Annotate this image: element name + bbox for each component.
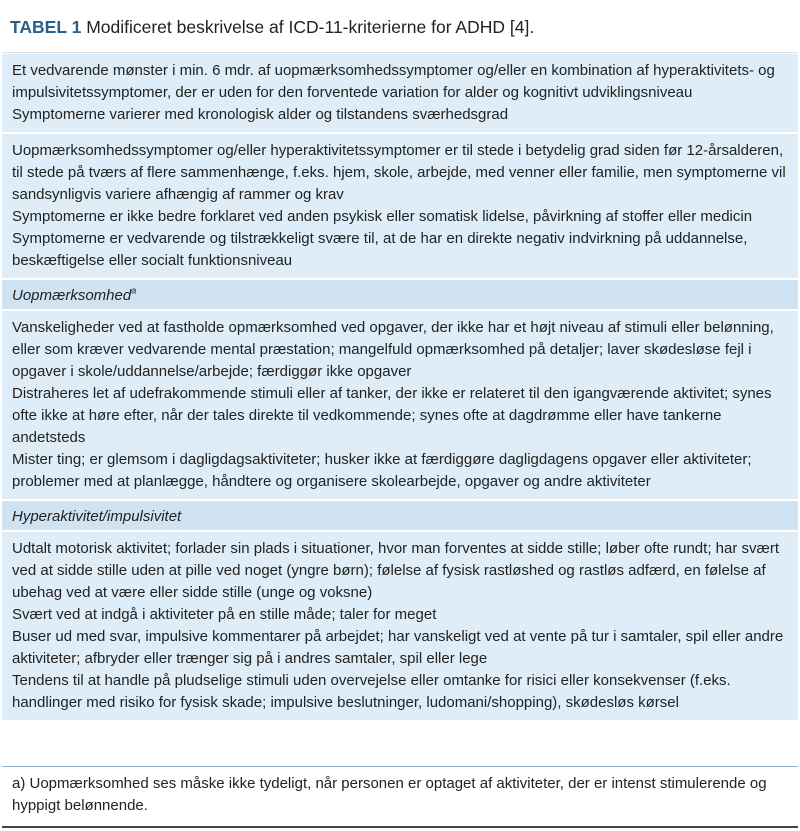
criteria-text: Udtalt motorisk aktivitet; forlader sin plads i situationer, hvor man forventes at sidde stille; løber ofte rundt; har svært ved at sidde stille uden at pille ved noget (yngre børn); følelse af fysisk rastløshed og rastløs adfærd, en følelse af ubehag ved at være eller sidde stille (unge og voksne) — [12, 540, 779, 601]
criteria-text: Buser ud med svar, impulsive kommentarer på arbejdet; har vanskeligt ved at vente på tur i samtaler, spil eller andre aktiviteter; afbryder eller trænger sig på i andres samtaler, spil eller lege — [12, 628, 784, 667]
criteria-text: Symptomerne er ikke bedre forklaret ved anden psykisk eller somatisk lidelse, påvirkning af stoffer eller medicin — [12, 208, 753, 225]
section-heading-text: Uopmærksomhed — [12, 287, 132, 304]
criteria-row-onset — [2, 132, 798, 278]
section-heading-text: Hyperaktivitet/impulsivitet — [12, 508, 182, 525]
criteria-text: Symptomerne er vedvarende og tilstrækkeligt svære til, at de har en direkte negativ indvirkning på uddannelse, beskæftigelse eller socialt funktionsniveau — [12, 230, 748, 269]
footnote-marker: a — [131, 285, 137, 296]
criteria-text: Tendens til at handle på pludselige stimuli uden overvejelse eller omtanke for risici eller konsekvenser (f.eks. handlinger med risiko for fysisk skade; impulsive beslutninger, ludomani/shopping), skødesløs kørsel — [12, 672, 731, 711]
criteria-text: Symptomerne varierer med kronologisk alder og tilstandens sværhedsgrad — [12, 106, 509, 123]
criteria-row-hyperactivity — [2, 530, 798, 720]
section-heading-hyperactivity — [2, 499, 798, 530]
table-bottom-rule — [2, 826, 798, 828]
criteria-text: Svært ved at indgå i aktiviteter på en stille måde; taler for meget — [12, 606, 437, 623]
table-top-rule — [2, 52, 798, 53]
criteria-row-general — [2, 54, 798, 132]
criteria-text: Distraheres let af udefrakommende stimuli eller af tanker, der ikke er relateret til den igangværende aktivitet; synes ofte ikke at høre efter, når der tales direkte til vedkommende; synes ofte at dagdrømme eller have tankerne andetsteds — [12, 385, 772, 446]
criteria-row-inattention — [2, 309, 798, 499]
criteria-text: Et vedvarende mønster i min. 6 mdr. af uopmærksomhedssymptomer og/eller en kombination af hyperaktivitets- og impulsivitetssymptomer, der er uden for den forventede variation for alder og kognitivt udviklingsniveau — [12, 62, 775, 101]
criteria-text: Vanskeligheder ved at fastholde opmærksomhed ved opgaver, der ikke har et højt niveau af stimuli eller belønning, eller som kræver vedvarende mental præstation; mangelfuld opmærksomhed på detaljer; laver skødesløse fejl i opgaver i skole/uddannelse/arbejde; færdiggør ikke opgaver — [12, 319, 774, 380]
table-footnote: a) Uopmærksomhed ses måske ikke tydeligt, når personen er optaget af aktiviteter, der er intenst stimulerende og hyppigt belønnende. — [2, 766, 798, 817]
section-heading-inattention — [2, 278, 798, 309]
table-title: Modificeret beskrivelse af ICD-11-kriterierne for ADHD [4]. — [86, 17, 535, 37]
criteria-text: Mister ting; er glemsom i dagligdagsaktiviteter; husker ikke at færdiggøre dagligdagens opgaver eller aktiviteter; problemer med at planlægge, håndtere og organisere skolearbejde, opgaver og andre aktiviteter — [12, 451, 752, 490]
table-caption — [10, 16, 790, 38]
criteria-table — [2, 54, 798, 720]
criteria-text: Uopmærksomhedssymptomer og/eller hyperaktivitetssymptomer er til stede i betydelig grad siden før 12-årsalderen, til stede på tværs af flere sammenhænge, f.eks. hjem, skole, arbejde, med venner eller familie, men symptomerne vil sandsynligvis variere afhængig af rammer og krav — [12, 142, 786, 203]
table-label: TABEL 1 — [10, 17, 82, 37]
